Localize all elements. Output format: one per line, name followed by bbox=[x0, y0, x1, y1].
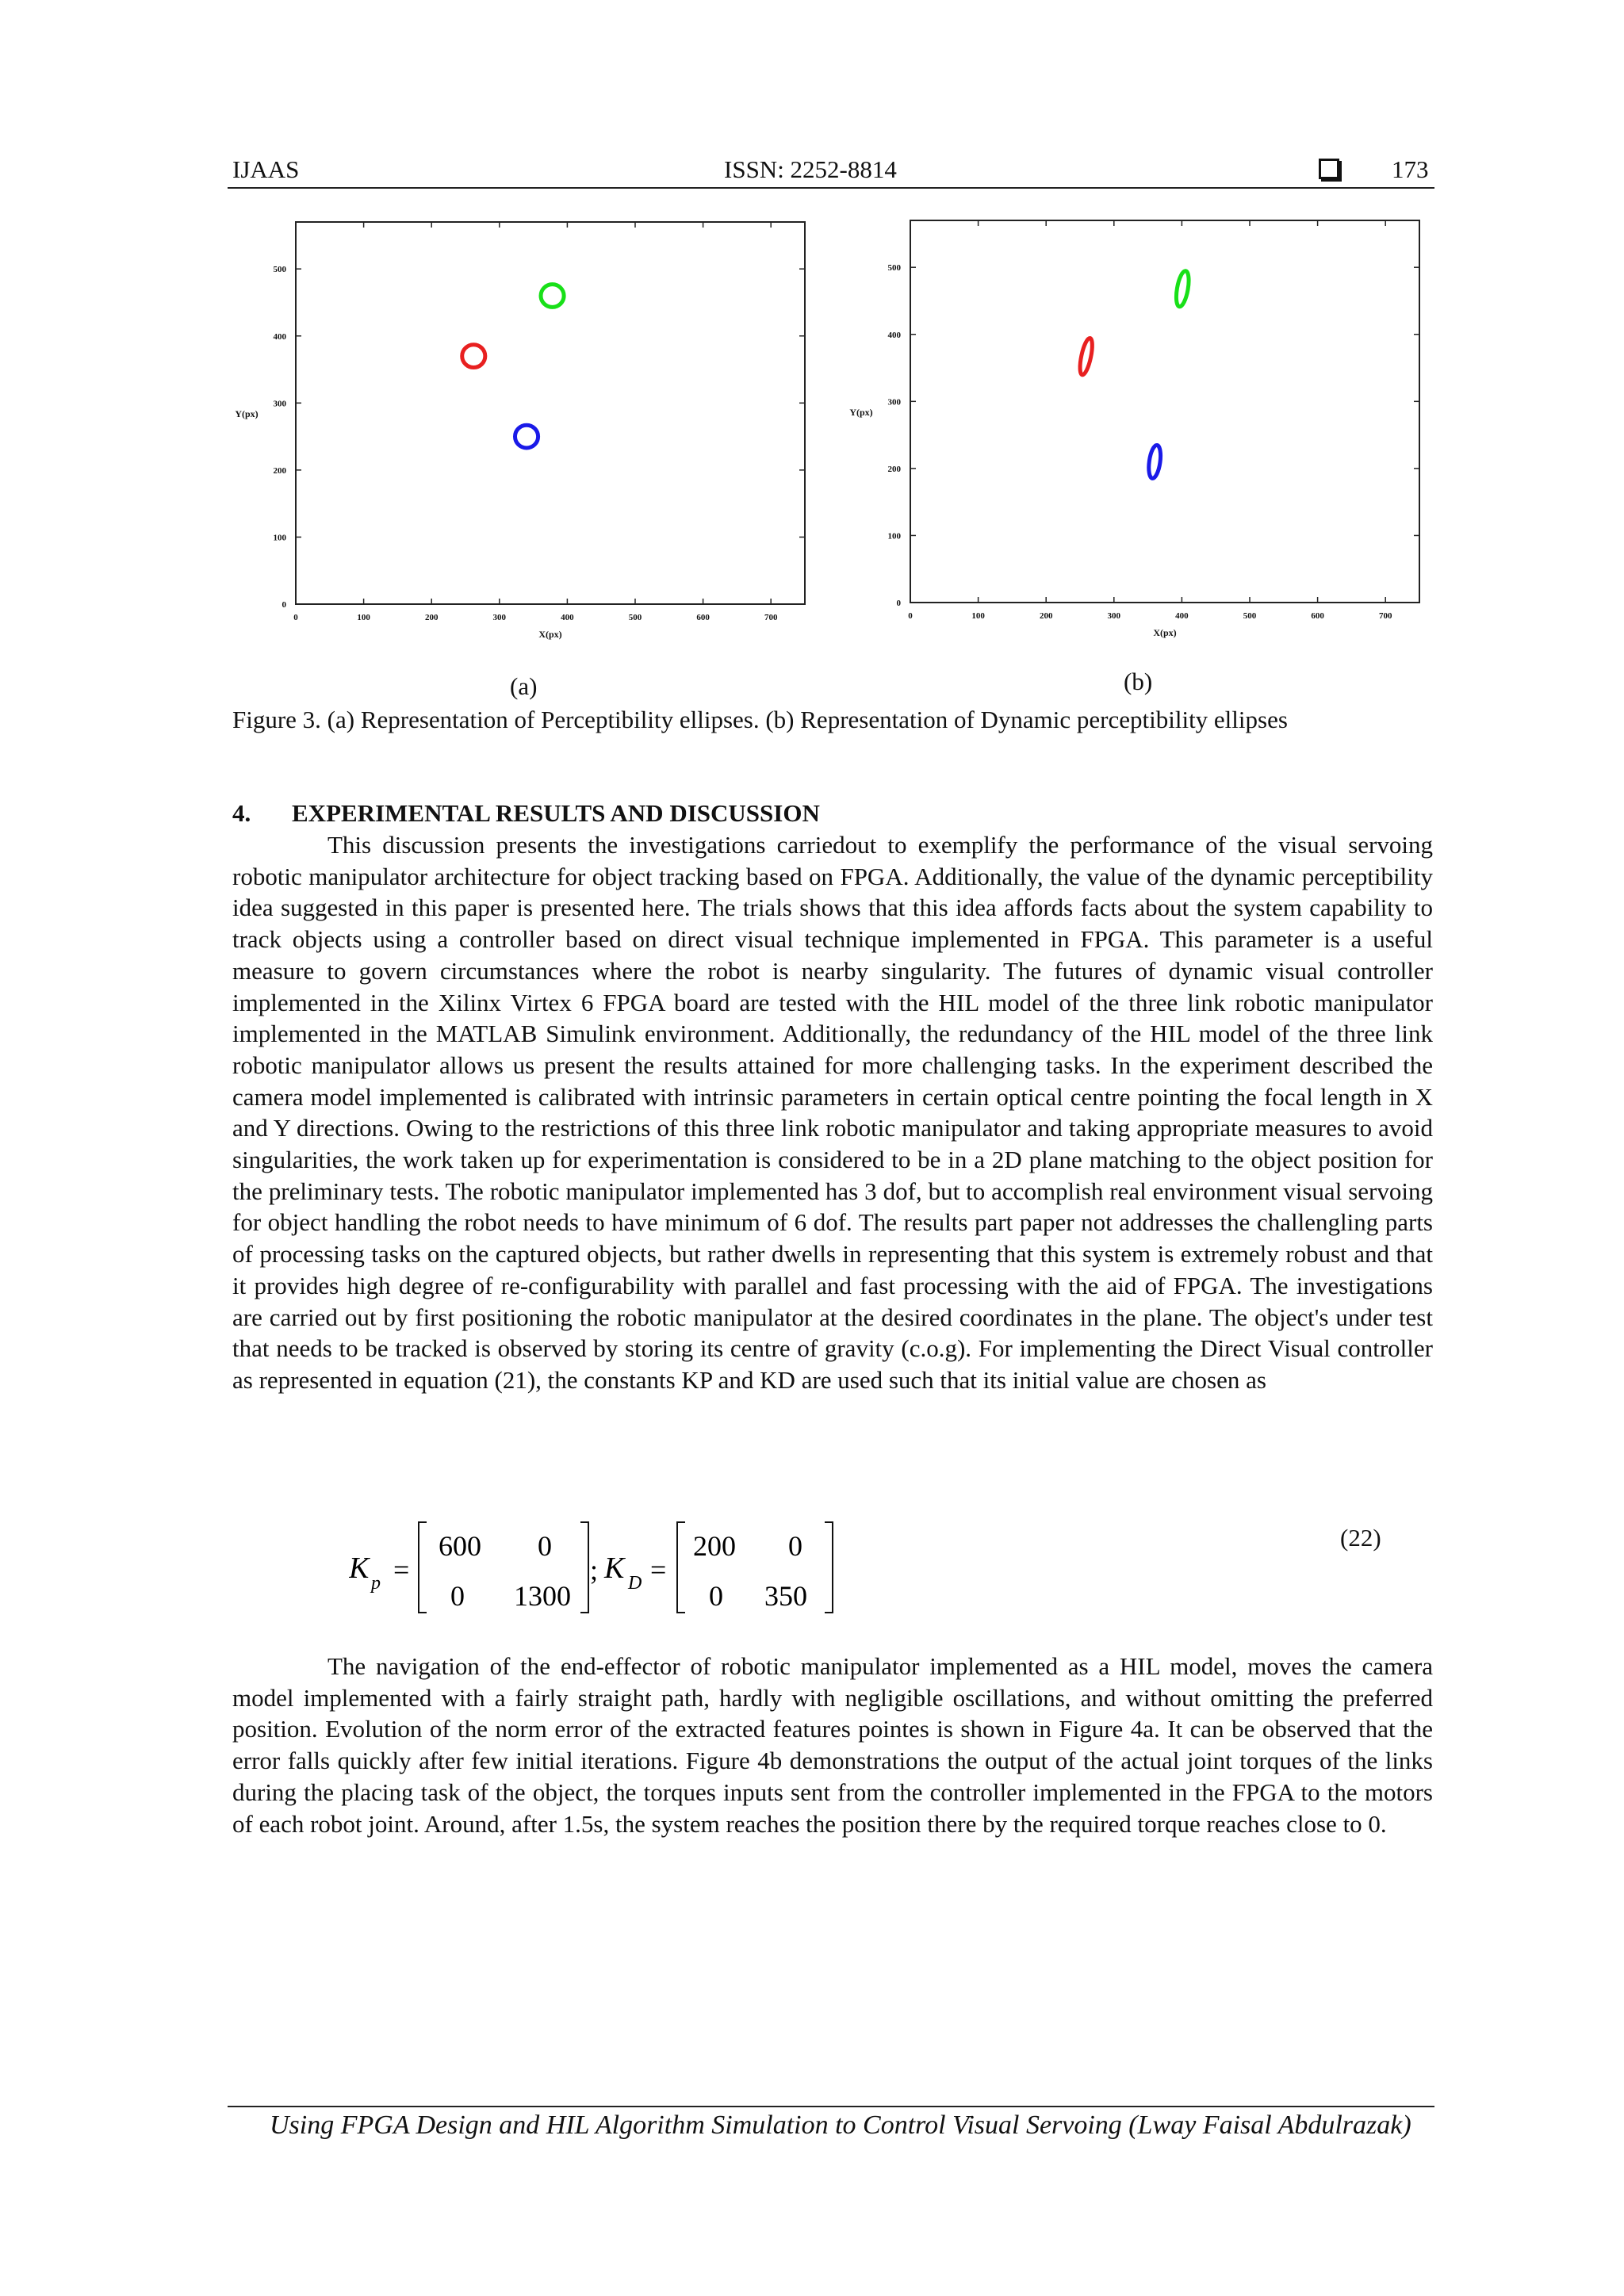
kd-subscript: D bbox=[628, 1573, 642, 1594]
x-tick-label: 500 bbox=[1243, 611, 1257, 621]
y-tick-label: 100 bbox=[887, 531, 901, 541]
issn: ISSN: 2252-8814 bbox=[724, 155, 897, 183]
perceptibility-ellipse bbox=[515, 425, 538, 448]
kp-m22: 1300 bbox=[514, 1580, 571, 1612]
running-header bbox=[232, 155, 1433, 187]
y-axis-label: Y(px) bbox=[849, 407, 873, 418]
x-tick-label: 600 bbox=[696, 613, 710, 622]
perceptibility-ellipse bbox=[1174, 270, 1191, 308]
subfigure-b-label: (b) bbox=[1124, 668, 1153, 695]
y-tick-label: 400 bbox=[273, 331, 286, 342]
x-tick-label: 0 bbox=[908, 611, 913, 621]
x-tick-label: 300 bbox=[1107, 611, 1121, 621]
kd-symbol: K bbox=[604, 1552, 625, 1585]
x-tick-label: 700 bbox=[764, 613, 778, 622]
kp-bracket-right bbox=[580, 1522, 588, 1613]
subfigure-a-label: (a) bbox=[510, 672, 538, 700]
x-tick-label: 400 bbox=[1175, 611, 1189, 621]
paragraph-2 bbox=[232, 1651, 1433, 1839]
y-tick-label: 300 bbox=[887, 397, 901, 408]
page-number: 173 bbox=[1392, 155, 1429, 183]
kp-m12: 0 bbox=[538, 1530, 552, 1562]
plot-b-svg bbox=[833, 212, 1435, 656]
y-tick-label: 300 bbox=[273, 399, 286, 409]
y-tick-label: 500 bbox=[273, 265, 286, 275]
kd-m22: 350 bbox=[764, 1580, 807, 1612]
kd-m12: 0 bbox=[788, 1530, 802, 1562]
y-tick-label: 200 bbox=[887, 464, 901, 474]
x-tick-label: 300 bbox=[492, 613, 507, 622]
perceptibility-ellipse bbox=[462, 345, 485, 368]
x-tick-label: 600 bbox=[1311, 611, 1324, 621]
kp-symbol: K bbox=[349, 1552, 370, 1585]
y-tick-label: 200 bbox=[273, 465, 286, 476]
y-tick-label: 0 bbox=[896, 599, 901, 608]
x-tick-label: 100 bbox=[971, 611, 985, 621]
section-title: EXPERIMENTAL RESULTS AND DISCUSSION bbox=[292, 799, 820, 827]
equation-22 bbox=[349, 1516, 856, 1619]
equation-separator: ; bbox=[590, 1554, 599, 1586]
kp-m11: 600 bbox=[439, 1530, 481, 1562]
figure-caption: Figure 3. (a) Representation of Perceptibility ellipses. (b) Representation of Dynamic perceptibility ellipses bbox=[232, 706, 1288, 733]
figure-3b-plot bbox=[833, 212, 1435, 656]
running-footer: Using FPGA Design and HIL Algorithm Simulation to Control Visual Servoing (Lway Faisal Abdulrazak) bbox=[270, 2110, 1411, 2140]
kp-m21: 0 bbox=[450, 1580, 465, 1612]
kd-m21: 0 bbox=[709, 1580, 723, 1612]
equation-svg bbox=[349, 1516, 856, 1619]
y-tick-label: 100 bbox=[273, 533, 286, 543]
x-axis-label: X(px) bbox=[538, 629, 562, 640]
x-tick-label: 700 bbox=[1378, 611, 1392, 621]
kd-equals: = bbox=[650, 1554, 667, 1586]
perceptibility-ellipse bbox=[541, 285, 564, 308]
paragraph-1-text: This discussion presents the investigations carriedout to exemplify the performance of the visual servoing robotic manipulator architecture for object tracking based on FPGA. Additionally, the value of the dynamic perceptibility idea suggested in this paper is presented here. The trials shows that this idea affords facts about the system capability to track objects using a controller based on direct visual technique implemented in FPGA. This parameter is a useful measure to govern circumstances where the robot is nearby singularity. The futures of dynamic visual controller implemented in the Xilinx Virtex 6 FPGA board are tested with the HIL model of the three link robotic manipulator implemented in the MATLAB Simulink environment. Additionally, the redundancy of the HIL model of the three link robotic manipulator allows us present the results attained for more challenging tasks. In the experiment described the camera model implemented is calibrated with intrinsic parameters in certain optical centre pointing the focal length in X and Y directions. Owing to the restrictions of this three link robotic manipulator and taking appropriate measures to avoid singularities, the work taken up for experimentation is considered to be in a 2D plane matching to the object position for the preliminary tests. The robotic manipulator implemented has 3 dof, but to accomplish real environment visual servoing for object handling the robot needs to have minimum of 6 dof. The results part paper not addresses the challengling parts of processing tasks on the captured objects, but rather dwells in representing that this system is extremely robust and that it provides high degree of re-configurability with parallel and fast processing with the aid of FPGA. The investigations are carried out by first positioning the robotic manipulator at the desired coordinates in the plane. The object's under test that needs to be tracked is observed by storing its centre of gravity (c.o.g). For implementing the Direct Visual controller as represented in equation (21), the constants KP and KD are used such that its initial value are chosen as bbox=[232, 831, 1433, 1394]
section-heading bbox=[232, 799, 820, 828]
figure-3a-plot bbox=[218, 214, 821, 658]
perceptibility-ellipse bbox=[1078, 337, 1095, 376]
header-rule bbox=[228, 187, 1434, 189]
equation-number: (22) bbox=[1340, 1524, 1381, 1552]
section-number: 4. bbox=[232, 799, 251, 827]
y-tick-label: 400 bbox=[887, 330, 901, 340]
plot-a-svg bbox=[218, 214, 821, 658]
kp-subscript: p bbox=[371, 1573, 381, 1594]
journal-name: IJAAS bbox=[232, 155, 300, 183]
kd-bracket-right bbox=[825, 1522, 833, 1613]
x-axis-label: X(px) bbox=[1153, 627, 1177, 638]
x-tick-label: 100 bbox=[357, 613, 370, 622]
square-bullet-icon bbox=[1319, 159, 1339, 179]
plot-frame bbox=[910, 220, 1419, 603]
footer-rule bbox=[228, 2106, 1434, 2107]
x-tick-label: 200 bbox=[424, 613, 439, 622]
kd-m11: 200 bbox=[693, 1530, 736, 1562]
perceptibility-ellipse bbox=[1147, 445, 1162, 480]
paragraph-1 bbox=[232, 829, 1433, 1396]
kp-equals: = bbox=[393, 1554, 410, 1586]
y-tick-label: 0 bbox=[282, 600, 286, 610]
x-tick-label: 400 bbox=[561, 613, 574, 622]
paragraph-2-text: The navigation of the end-effector of robotic manipulator implemented as a HIL model, moves the camera model implemented with a fairly straight path, hardly with negligible oscillations, and without omitting the preferred position. Evolution of the norm error of the extracted features pointes is shown in Figure 4a. It can be observed that the error falls quickly after few initial iterations. Figure 4b demonstrations the output of the actual joint torques of the links during the placing task of the object, the torques inputs sent from the controller implemented in the FPGA to the motors of each robot joint. Around, after 1.5s, the system reaches the position there by the required torque reaches close to 0. bbox=[232, 1652, 1433, 1838]
y-tick-label: 500 bbox=[887, 263, 901, 274]
x-tick-label: 0 bbox=[293, 613, 298, 622]
kp-bracket-left bbox=[419, 1522, 427, 1613]
x-tick-label: 500 bbox=[628, 613, 642, 622]
y-axis-label: Y(px) bbox=[235, 408, 259, 419]
kd-bracket-left bbox=[677, 1522, 685, 1613]
plot-frame bbox=[296, 222, 805, 604]
x-tick-label: 200 bbox=[1039, 611, 1053, 621]
